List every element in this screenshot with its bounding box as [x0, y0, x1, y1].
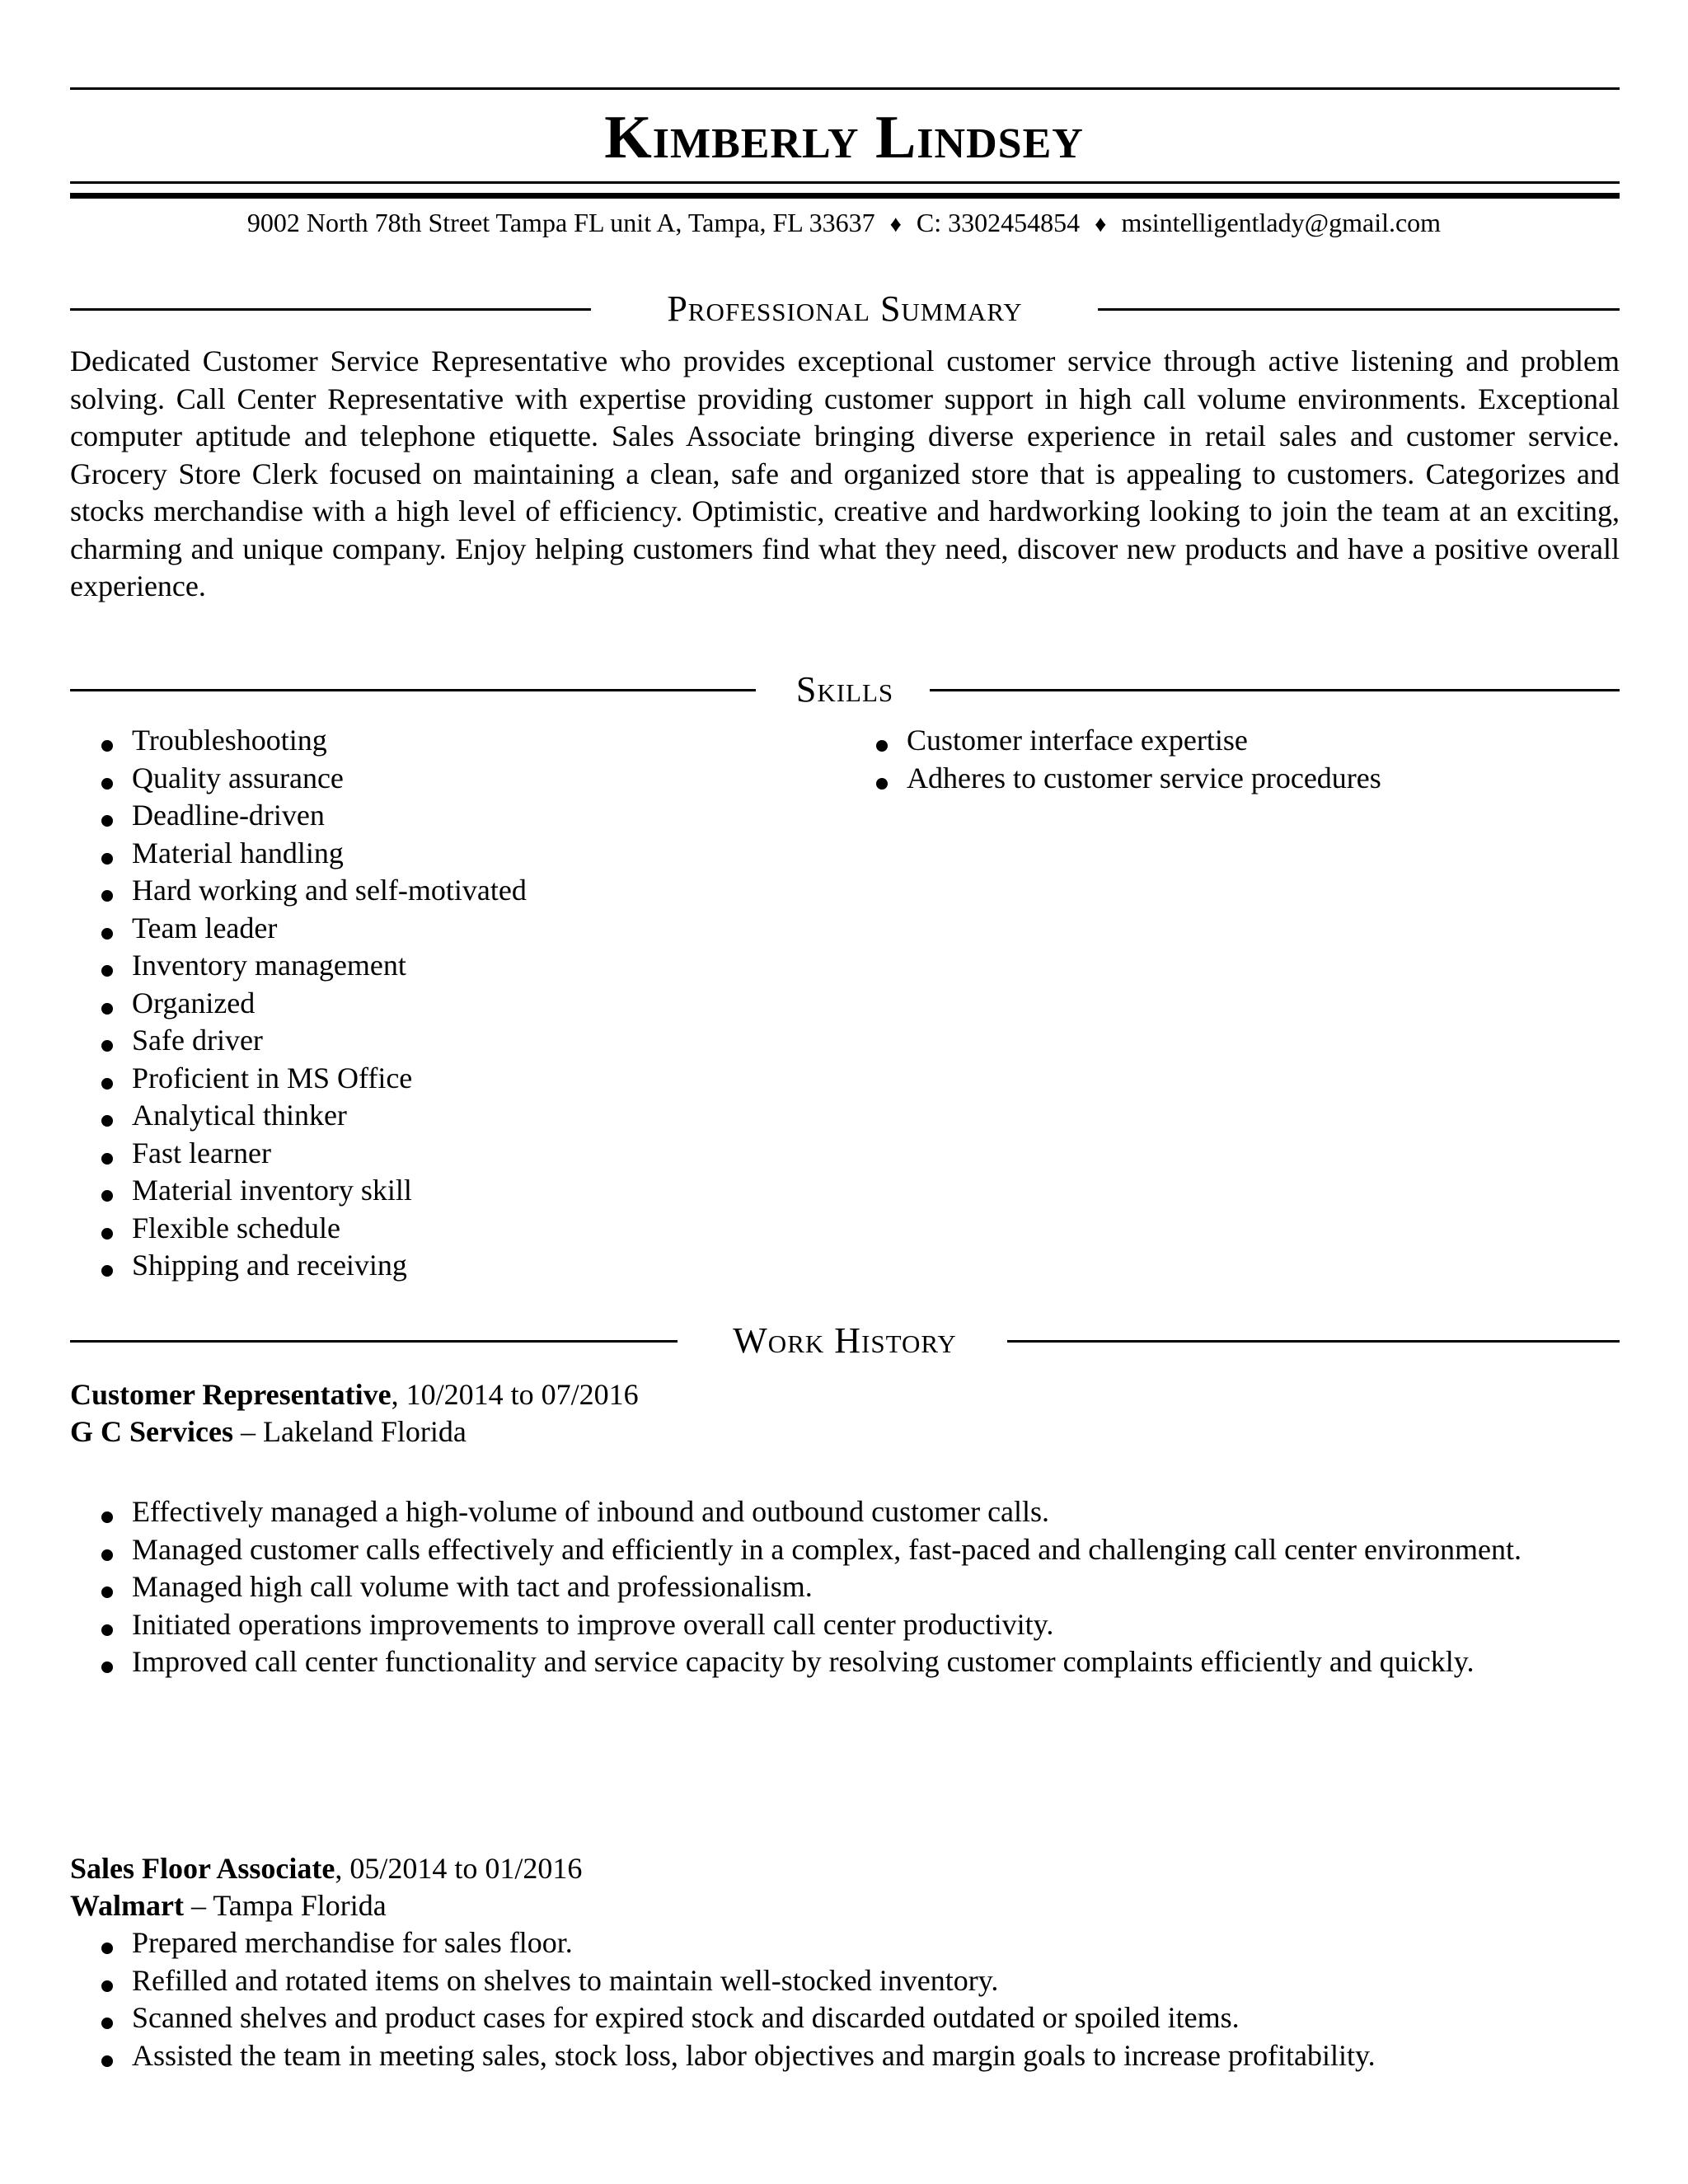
list-item: Analytical thinker: [70, 1097, 812, 1135]
name-rule-thin: [70, 181, 1620, 184]
skills-list-right: [845, 722, 1587, 797]
list-item: Customer interface expertise: [845, 722, 1587, 760]
section-professional-summary: [70, 288, 1620, 330]
job-company-line: [70, 1413, 467, 1451]
separator-diamond-icon: ♦: [1095, 212, 1107, 237]
list-item: Prepared merchandise for sales floor.: [70, 1924, 1587, 1962]
job-company-line: [70, 1887, 387, 1924]
list-item: Shipping and receiving: [70, 1247, 812, 1285]
contact-line: [0, 208, 1688, 238]
list-item: Managed high call volume with tact and professionalism.: [70, 1568, 1587, 1606]
list-item: Organized: [70, 985, 812, 1023]
list-item: Proficient in MS Office: [70, 1060, 812, 1098]
name-rule-thick: [70, 193, 1620, 199]
phone: C: 3302454854: [916, 208, 1081, 237]
job-dates: , 05/2014 to 01/2016: [335, 1852, 583, 1885]
list-item: Material handling: [70, 835, 812, 873]
job-dates: , 10/2014 to 07/2016: [391, 1378, 639, 1411]
list-item: Scanned shelves and product cases for expired stock and discarded outdated or spoiled items.: [70, 1999, 1587, 2037]
job-location: – Tampa Florida: [183, 1889, 387, 1922]
job-bullets: [70, 1493, 1587, 1681]
list-item: Inventory management: [70, 947, 812, 985]
list-item: Assisted the team in meeting sales, stock loss, labor objectives and margin goals to increase profitability.: [70, 2037, 1587, 2075]
section-work-history: [70, 1320, 1620, 1361]
job-company: Walmart: [70, 1889, 184, 1922]
separator-diamond-icon: ♦: [889, 212, 902, 237]
list-item: Team leader: [70, 910, 812, 948]
top-rule: [70, 87, 1620, 90]
job-bullets: [70, 1924, 1587, 2074]
list-item: Safe driver: [70, 1022, 812, 1060]
job-role: Customer Representative: [70, 1378, 392, 1411]
list-item: Refilled and rotated items on shelves to maintain well-stocked inventory.: [70, 1962, 1587, 2000]
list-item: Adheres to customer service procedures: [845, 760, 1587, 798]
section-title: Professional Summary: [667, 288, 1023, 329]
list-item: Improved call center functionality and service capacity by resolving customer complaints efficiently and quickly.: [70, 1643, 1587, 1681]
address: 9002 North 78th Street Tampa FL unit A, Tampa, FL 33637: [246, 208, 875, 237]
section-title: Work History: [733, 1320, 957, 1361]
job-role: Sales Floor Associate: [70, 1852, 335, 1885]
job-location: – Lakeland Florida: [232, 1415, 467, 1448]
job-company: G C Services: [70, 1415, 233, 1448]
list-item: Material inventory skill: [70, 1172, 812, 1210]
list-item: Flexible schedule: [70, 1210, 812, 1248]
list-item: Managed customer calls effectively and efficiently in a complex, fast-paced and challenging call center environment.: [70, 1531, 1587, 1569]
list-item: Effectively managed a high-volume of inbound and outbound customer calls.: [70, 1493, 1587, 1531]
job-title-line: [70, 1850, 582, 1887]
section-title: Skills: [795, 669, 894, 710]
list-item: Quality assurance: [70, 760, 812, 798]
skills-list-left: [70, 722, 812, 1285]
email: msintelligentlady@gmail.com: [1121, 208, 1442, 237]
summary-text: Dedicated Customer Service Representative who provides exceptional customer service through active listening and problem solving. Call Center Representative with expertise providing customer support in high call volume environments. Exceptional computer aptitude and telephone etiquette. Sales Associate bringing diverse experience in retail sales and customer service. Grocery Store Clerk focused on maintaining a clean, safe and organized store that is appealing to customers. Categorizes and stocks merchandise with a high level of efficiency. Optimistic, creative and hardworking looking to join the team at an exciting, charming and unique company. Enjoy helping customers find what they need, discover new products and have a positive overall experience.: [70, 344, 1620, 602]
list-item: Hard working and self-motivated: [70, 872, 812, 910]
job-title-line: [70, 1376, 639, 1413]
list-item: Troubleshooting: [70, 722, 812, 760]
list-item: Initiated operations improvements to improve overall call center productivity.: [70, 1606, 1587, 1644]
list-item: Fast learner: [70, 1135, 812, 1173]
list-item: Deadline-driven: [70, 797, 812, 835]
section-skills: [70, 669, 1620, 710]
candidate-name: Kimberly Lindsey: [604, 104, 1084, 171]
